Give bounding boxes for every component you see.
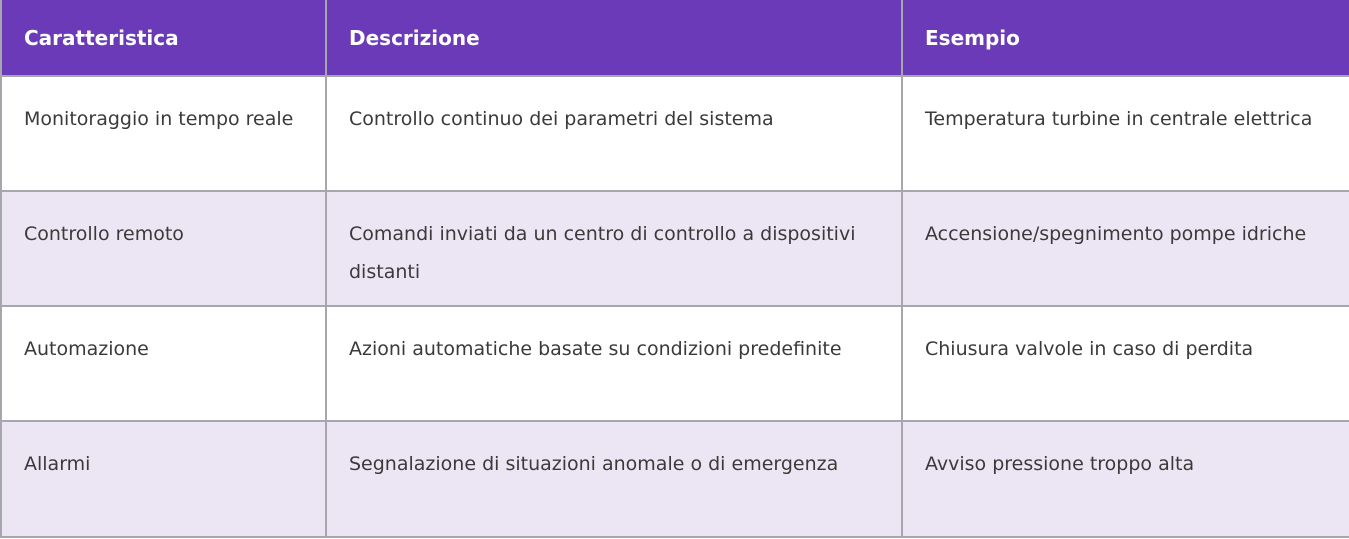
cell-caratteristica: Monitoraggio in tempo reale (1, 76, 326, 191)
cell-descrizione: Segnalazione di situazioni anomale o di emergenza (326, 421, 902, 537)
cell-caratteristica: Controllo remoto (1, 191, 326, 306)
table-row (1, 421, 1349, 537)
cell-descrizione: Controllo continuo dei parametri del sistema (326, 76, 902, 191)
cell-descrizione: Comandi inviati da un centro di controllo a dispositivi distanti (326, 191, 902, 306)
cell-caratteristica: Allarmi (1, 421, 326, 537)
header-esempio: Esempio (902, 0, 1349, 76)
cell-esempio: Chiusura valvole in caso di perdita (902, 306, 1349, 421)
header-caratteristica: Caratteristica (1, 0, 326, 76)
cell-esempio: Avviso pressione troppo alta (902, 421, 1349, 537)
table-header-row (1, 0, 1349, 76)
cell-esempio: Accensione/spegnimento pompe idriche (902, 191, 1349, 306)
cell-caratteristica: Automazione (1, 306, 326, 421)
table-row (1, 191, 1349, 306)
cell-esempio: Temperatura turbine in centrale elettrica (902, 76, 1349, 191)
table-row (1, 76, 1349, 191)
cell-descrizione: Azioni automatiche basate su condizioni predefinite (326, 306, 902, 421)
header-descrizione: Descrizione (326, 0, 902, 76)
table-row (1, 306, 1349, 421)
